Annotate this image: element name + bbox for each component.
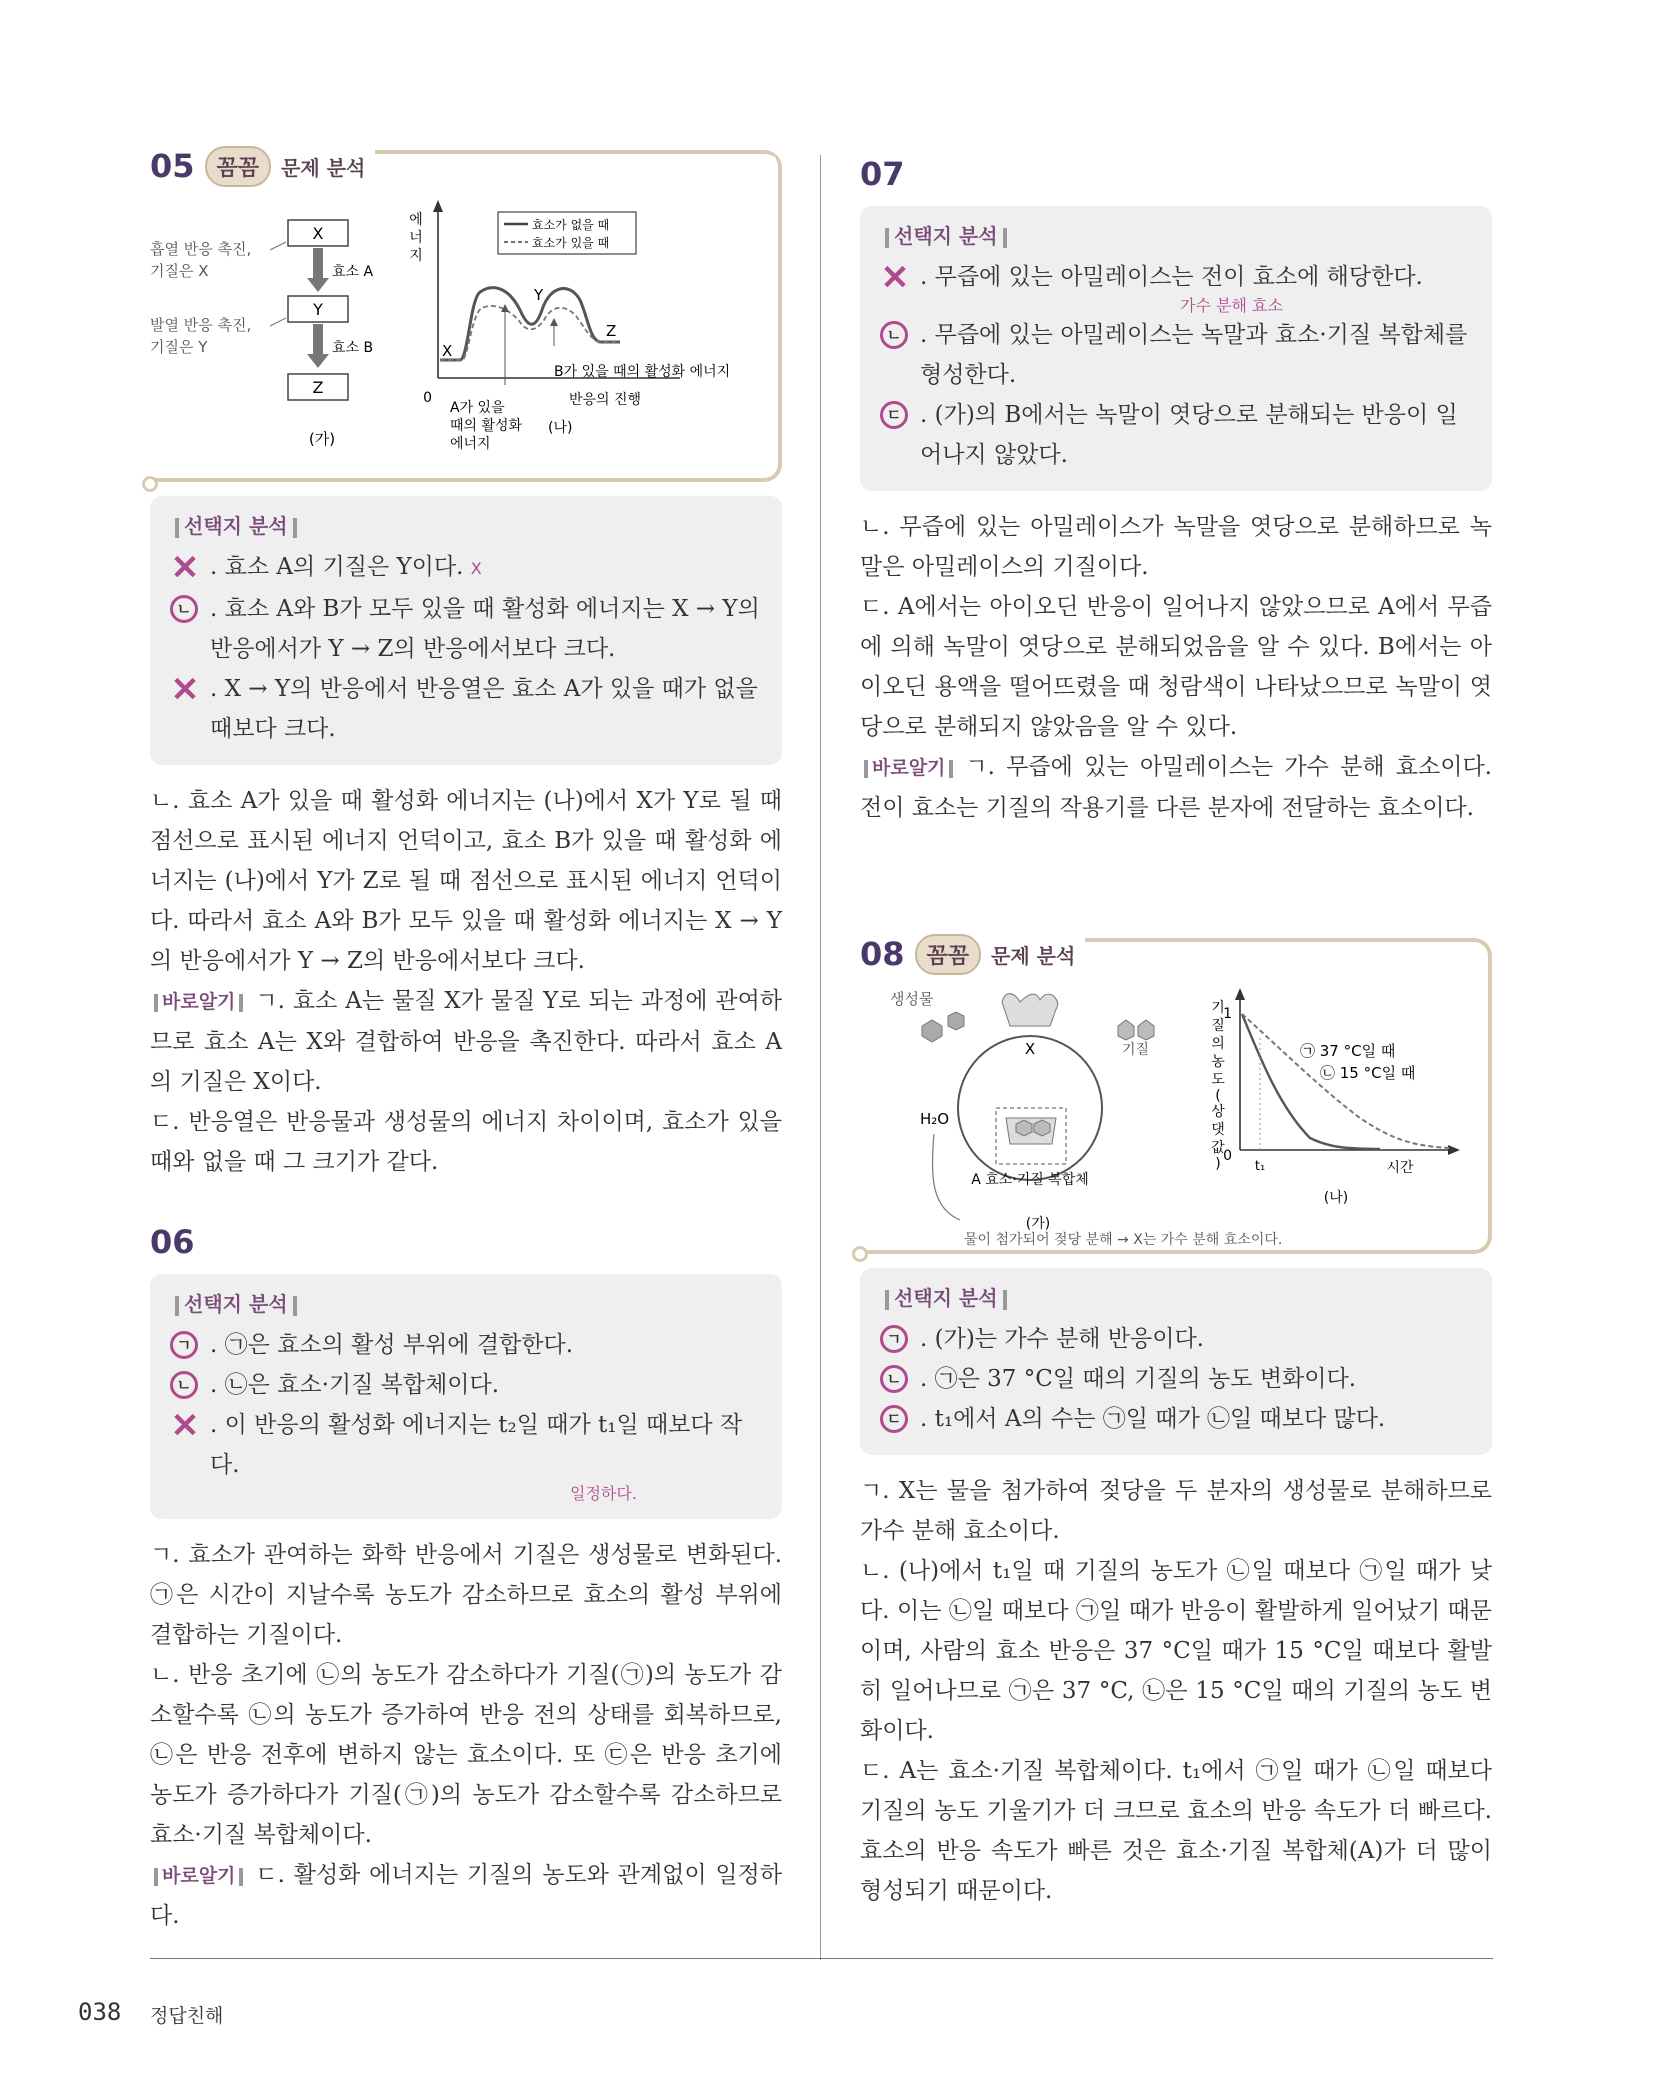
q06-header [150,1218,782,1266]
q07-para-3 [860,747,1492,828]
q07-para-3-text: ㄱ. 무즙에 있는 아밀레이스는 가수 분해 효소이다. 전이 효소는 기질의 작용기를 다른 분자에 전달하는 효소이다. [860,754,1492,821]
anno-b-activation: B가 있을 때의 활성화 에너지 [554,364,731,380]
box-title-text: 선택지 분석 [184,514,288,538]
choice-text: 효소 A의 기질은 Y이다. [224,554,464,580]
column-divider [820,155,821,1960]
q08-figure [860,938,1492,1254]
x-mark-icon: ✕ [170,670,200,710]
kk-badge: 꼼꼼 [205,146,272,187]
footer-rule [150,1958,1493,1959]
q05-explanation [150,781,782,1182]
circle-mark-icon: ㄱ [880,1325,908,1353]
q07-annotation: 가수 분해 효소 [1180,296,1283,315]
q07-choice-2: ㄴ . 무즙에 있는 아밀레이스는 녹말과 효소·기질 복합체를 형성한다. [880,315,1472,395]
q08-fig-na [1211,988,1460,1206]
q05-choice-3: ✕ . X → Y의 반응에서 반응열은 효소 A가 있을 때가 없을 때보다 크다. [170,670,758,742]
product-label: 생성물 [890,990,934,1008]
right-column [860,150,1492,1911]
anno-a-line2: 때의 활성화 [450,418,523,434]
yaxis-char-2: 의 [1211,1036,1225,1052]
enzyme-x-label: X [1024,1040,1036,1058]
q08-para-3: ㄷ. A는 효소·기질 복합체이다. t₁에서 ㉠일 때가 ㉡일 때보다 기질의 농도 기울기가 더 크므로 효소의 반응 속도가 더 빠르다. 효소의 반응 속도가 빠른 것은 효소·기질 복합체(A)가 더 많이 형성되기 때문이다. [860,1758,1492,1904]
q06-para-1: ㄱ. 효소가 관여하는 화학 반응에서 기질은 생성물로 변화된다. ㉠은 시간이 지날수록 농도가 감소하므로 효소의 활성 부위에 결합하는 기질이다. [150,1542,782,1648]
barojal-text: 바로알기 [872,757,946,779]
q08-ga-caption: (가) [1025,1216,1051,1232]
q06-explanation [150,1535,782,1936]
q05-para-2 [150,981,782,1102]
q07-explanation [860,507,1492,828]
q05-choice-1: ✕ . 효소 A의 기질은 Y이다. X [170,548,482,588]
q08-para-1: ㄱ. X는 물을 첨가하여 젖당을 두 분자의 생성물로 분해하므로 가수 분해 효소이다. [860,1478,1492,1544]
substrate-label: 기질 [1122,1042,1150,1058]
enzyme-a-label: 효소 A [332,264,374,280]
q07-choice-3: ㄷ . (가)의 B에서는 녹말이 엿당으로 분해되는 반응이 일어나지 않았다. [880,395,1472,475]
q07-box-title [880,220,1472,249]
circle-mark-icon: ㄷ [880,401,908,429]
barojal-label [150,1856,247,1896]
q07-choice-1: ✕ . 무즙에 있는 아밀레이스는 전이 효소에 해당한다. [880,258,1423,298]
choice-text: (가)는 가수 분해 반응이다. [934,1326,1204,1352]
q06-choice-2: ㄴ . ㉡은 효소·기질 복합체이다. [170,1365,762,1405]
circle-mark-icon: ㄱ [170,1331,198,1359]
box-title-text: 선택지 분석 [894,1286,998,1310]
q08-number: 08 [860,935,905,973]
q08-explanation [860,1471,1492,1911]
q06-para-3 [150,1855,782,1936]
q07-number: 07 [860,155,905,193]
frame-dot [142,476,158,492]
q08-choice-box [860,1268,1492,1455]
yaxis-char-9: ) [1215,1156,1221,1172]
q08-origin: 0 [1223,1148,1232,1164]
box-y: Y [313,300,323,319]
barojal-label [860,748,957,788]
q08-para-2: ㄴ. (나)에서 t₁일 때 기질의 농도가 ㉡일 때보다 ㉠일 때가 낮다. 이는 ㉡일 때보다 ㉠일 때가 반응이 활발하게 일어났기 때문이며, 사람의 효소 반응은 37 °C일 때가 15 °C일 때보다 활발히 일어나므로 ㉠은 37 °C, ㉡은 15 °C일 때의 기질의 농도 변화이다. [860,1558,1492,1744]
left-column [150,147,782,1936]
choice-text: 무즙에 있는 아밀레이스는 녹말과 효소·기질 복합체를 형성한다. [920,322,1468,388]
kk-title: 문제 분석 [281,155,366,180]
choice-text: t₁에서 A의 수는 ㉠일 때가 ㉡일 때보다 많다. [934,1406,1386,1432]
q05-choice-box [150,496,782,765]
choice-text: 무즙에 있는 아밀레이스는 전이 효소에 해당한다. [934,264,1423,290]
complex-label: A 효소·기질 복합체 [971,1172,1089,1188]
circle-mark-icon: ㄷ [880,1405,908,1433]
q08-na-caption: (나) [1323,1190,1349,1206]
note1-line1: 흡열 반응 촉진, [150,240,252,258]
q05-figure [150,150,782,482]
note2-line1: 발열 반응 촉진, [150,316,252,334]
circle-mark-icon: ㄴ [170,1371,198,1399]
q07-para-1: ㄴ. 무즙에 있는 아밀레이스가 녹말을 엿당으로 분해하므로 녹말은 아밀레이스의 기질이다. [860,514,1492,580]
circle-mark-icon: ㄴ [880,321,908,349]
yaxis-char-4: 도 [1211,1072,1225,1088]
choice-text: 효소 A와 B가 모두 있을 때 활성화 에너지는 X → Y의 반응에서가 Y → Z의 반응에서보다 크다. [210,596,760,662]
q05-na-caption: (나) [548,420,573,436]
curve-label-y: Y [534,286,544,304]
yaxis-char-3: 농 [1211,1054,1225,1070]
box-z: Z [312,378,324,397]
q05-box-title [170,510,762,539]
q06-choice-1: ㄱ . ㉠은 효소의 활성 부위에 결합한다. [170,1325,762,1365]
anno-a-line1: A가 있을 [450,400,505,416]
q07-para-2: ㄷ. A에서는 아이오딘 반응이 일어나지 않았으므로 A에서 무즙에 의해 녹말이 엿당으로 분해되었음을 알 수 있다. B에서는 아이오딘 용액을 떨어뜨렸을 때 청람색이 나타났으므로 녹말이 엿당으로 분해되지 않았음을 알 수 있다. [860,594,1492,740]
q05-para-1: ㄴ. 효소 A가 있을 때 활성화 에너지는 (나)에서 X가 Y로 될 때 점선으로 표시된 에너지 언덕이고, 효소 B가 있을 때 활성화 에너지는 (나)에서 Y가 Z로 될 때 점선으로 표시된 에너지 언덕이다. 따라서 효소 A와 B가 모두 있을 때 활성화 에너지는 X → Y의 반응에서가 Y → Z의 반응에서보다 크다. [150,788,782,974]
yaxis-char-0: 기 [1211,1000,1225,1016]
q08-note: 물이 첨가되어 젖당 분해 → X는 가수 분해 효소이다. [964,1232,1283,1248]
legend-37c: ㉠ 37 °C일 때 [1300,1042,1396,1060]
q05-ga-caption: (가) [308,430,336,448]
yaxis-char-1: 너 [409,230,423,246]
yaxis-char-5: ( [1215,1088,1221,1104]
q08-choice-2: ㄴ . ㉠은 37 °C일 때의 기질의 농도 변화이다. [880,1359,1472,1399]
q06-number: 06 [150,1223,195,1261]
q06-box-title [170,1288,762,1317]
q05-number: 05 [150,147,195,185]
yaxis-char-7: 댓 [1211,1122,1225,1138]
yaxis-char-8: 값 [1211,1140,1225,1156]
q08-choice-3: ㄷ . t₁에서 A의 수는 ㉠일 때가 ㉡일 때보다 많다. [880,1399,1472,1439]
q05-analysis-frame [150,147,782,482]
q05-choice-2: ㄴ . 효소 A와 B가 모두 있을 때 활성화 에너지는 X → Y의 반응에서가 Y → Z의 반응에서보다 크다. [170,589,762,669]
q06-para-2: ㄴ. 반응 초기에 ㉡의 농도가 감소하다가 기질(㉠)의 농도가 감소할수록 ㉡의 농도가 증가하여 반응 전의 상태를 회복하므로, ㉡은 반응 전후에 변하지 않는 효소이다. 또 ㉢은 반응 초기에 농도가 증가하다가 기질(㉠)의 농도가 감소할수록 감소하므로 효소·기질 복합체이다. [150,1662,782,1848]
q05-xaxis: 반응의 진행 [568,392,642,408]
choice-text: (가)의 B에서는 녹말이 엿당으로 분해되는 반응이 일어나지 않았다. [920,402,1458,468]
q05-fig-na [409,200,730,452]
choice-text: 이 반응의 활성화 에너지는 t₂일 때가 t₁일 때보다 작다. [210,1412,743,1478]
choice-text: ㉡은 효소·기질 복합체이다. [224,1372,500,1398]
choice-text: ㉠은 37 °C일 때의 기질의 농도 변화이다. [934,1366,1357,1392]
y-tick-1: 1 [1223,1006,1232,1022]
box-title-text: 선택지 분석 [894,224,998,248]
yaxis-char-6: 상 [1211,1104,1225,1120]
t1-tick: t₁ [1254,1159,1266,1174]
q06-choice-box [150,1274,782,1519]
barojal-text: 바로알기 [162,991,236,1013]
curve-label-z: Z [606,322,617,340]
x-mark-icon: ✕ [170,548,200,588]
q06-para-3-text: ㄷ. 활성화 에너지는 기질의 농도와 관계없이 일정하다. [150,1862,782,1929]
yaxis-char-1: 질 [1211,1018,1225,1034]
q05-fig-ga [150,220,373,448]
q07-header [860,150,1492,198]
curve-label-x: X [442,342,453,360]
barojal-text: 바로알기 [162,1865,236,1887]
q05-origin: 0 [423,390,432,406]
barojal-label [150,982,247,1022]
q08-xaxis: 시간 [1386,1160,1414,1176]
q08-analysis-frame [860,935,1492,1254]
enzyme-b-label: 효소 B [332,340,374,356]
q08-choice-1: ㄱ . (가)는 가수 분해 반응이다. [880,1319,1472,1359]
kk-title: 문제 분석 [991,943,1076,968]
note2-line2: 기질은 Y [150,338,208,356]
box-x: X [312,224,324,243]
legend-with-enzyme: 효소가 있을 때 [532,236,610,250]
q08-box-title [880,1282,1472,1311]
anno-a-line3: 에너지 [450,436,491,452]
page-number: 038 [78,1998,122,2026]
water-label: H₂O [920,1110,950,1128]
note1-line2: 기질은 X [150,262,209,280]
circle-mark-icon: ㄴ [880,1365,908,1393]
kk-badge: 꼼꼼 [915,934,982,975]
q06-annotation: 일정하다. [570,1484,637,1503]
page-label: 정답친해 [150,2005,224,2027]
choice-text: X → Y의 반응에서 반응열은 효소 A가 있을 때가 없을 때보다 크다. [210,676,758,742]
yaxis-char-0: 에 [409,212,423,228]
legend-15c: ㉡ 15 °C일 때 [1320,1064,1416,1082]
box-title-text: 선택지 분석 [184,1292,288,1316]
x-mark-icon: ✕ [880,258,910,298]
yaxis-char-2: 지 [409,248,423,264]
choice-annotation: X [470,559,482,578]
x-mark-icon: ✕ [170,1406,200,1446]
q07-choice-box [860,206,1492,491]
legend-no-enzyme: 효소가 없을 때 [532,218,610,232]
q06-choice-3: ✕ . 이 반응의 활성화 에너지는 t₂일 때가 t₁일 때보다 작다. [170,1406,743,1478]
q05-para-3: ㄷ. 반응열은 반응물과 생성물의 에너지 차이이며, 효소가 있을 때와 없을 때 그 크기가 같다. [150,1109,782,1175]
q05-para-2-text: ㄱ. 효소 A는 물질 X가 물질 Y로 되는 과정에 관여하므로 효소 A는 X와 결합하여 반응을 촉진한다. 따라서 효소 A의 기질은 X이다. [150,988,782,1095]
choice-text: ㉠은 효소의 활성 부위에 결합한다. [224,1332,574,1358]
circle-mark-icon: ㄴ [170,595,198,623]
